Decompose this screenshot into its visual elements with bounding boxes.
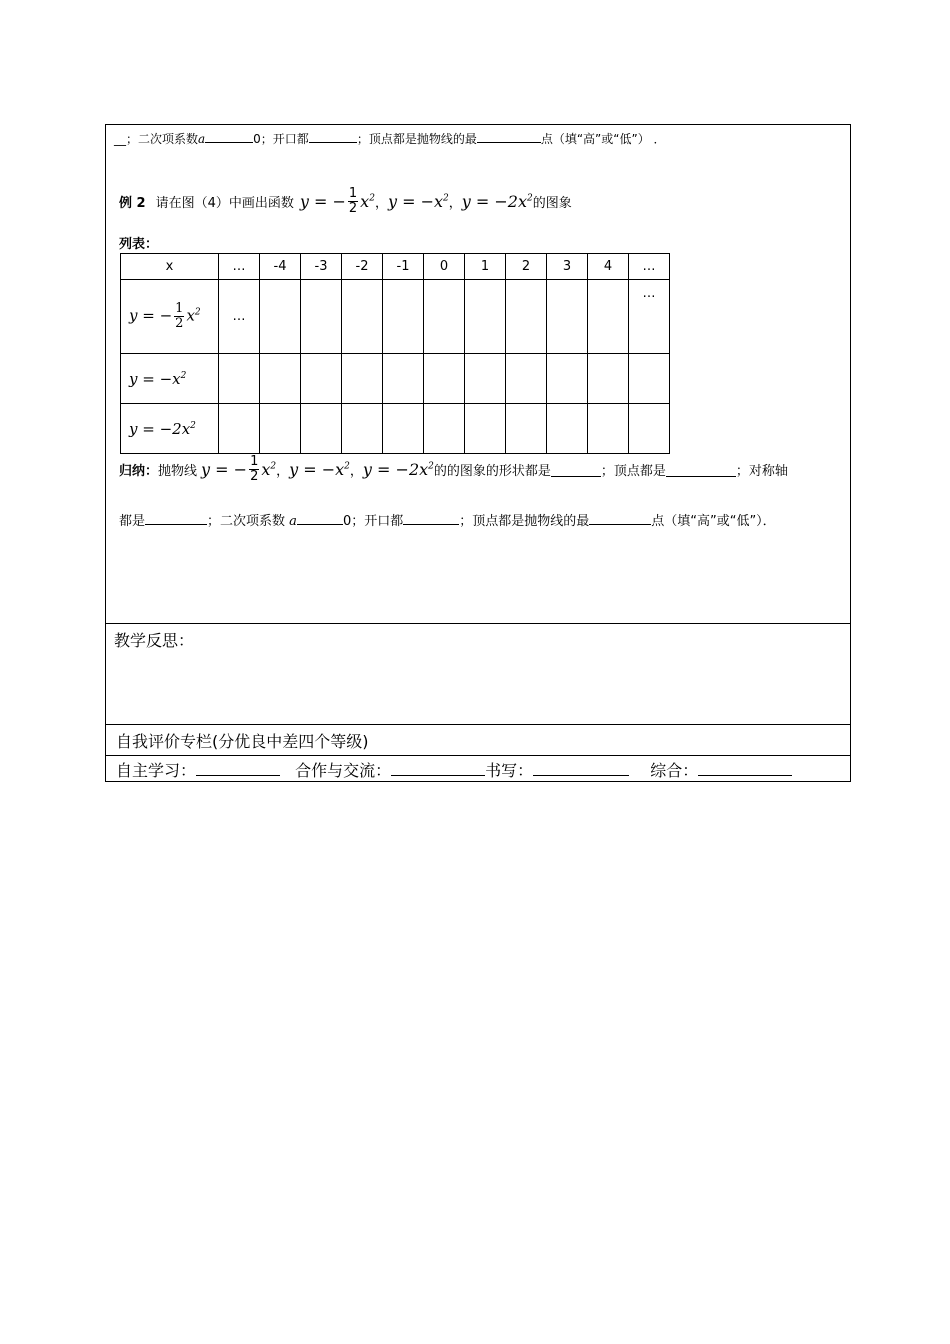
top-line-tail: 点（填“高”或“低”） ．	[540, 132, 666, 146]
table-cell[interactable]	[260, 280, 301, 354]
rating-self-study-blank[interactable]	[196, 761, 280, 776]
blank[interactable]	[309, 131, 357, 143]
blank[interactable]	[477, 131, 541, 143]
header-cell: …	[219, 254, 260, 280]
x-var: x	[261, 460, 271, 479]
rating-cooperation-label: 合作与交流：	[295, 761, 392, 780]
table-cell[interactable]	[588, 280, 629, 354]
rating-self-study-label: 自主学习：	[116, 761, 197, 780]
formula-1-x	[261, 460, 276, 479]
table-row	[121, 404, 670, 454]
separator: ，	[374, 196, 388, 211]
table-cell[interactable]	[547, 404, 588, 454]
content-section	[106, 125, 850, 624]
table-row	[121, 280, 670, 354]
top-line-lead: __；二次项系数	[114, 132, 199, 146]
header-cell: -4	[260, 254, 301, 280]
formula-2	[388, 192, 449, 211]
example-label: 例 2	[119, 196, 146, 211]
separator: ，	[448, 196, 462, 211]
table-cell[interactable]	[465, 404, 506, 454]
coef-a: a	[198, 132, 206, 146]
summary-line2-a: 都是	[119, 514, 146, 529]
header-cell: 4	[588, 254, 629, 280]
table-cell[interactable]	[301, 354, 342, 404]
table-cell[interactable]	[465, 280, 506, 354]
list-label: 列表：	[119, 237, 159, 252]
rating-overall-blank[interactable]	[698, 761, 792, 776]
formula-2-text: y = −x	[289, 460, 345, 479]
self-eval-section	[106, 725, 850, 756]
reflection-section	[106, 623, 850, 725]
exponent: 2	[428, 461, 434, 472]
fraction-den: 2	[348, 201, 358, 216]
table-cell[interactable]	[424, 280, 465, 354]
exponent: 2	[194, 307, 201, 318]
fn-text: y = −2x	[129, 419, 191, 438]
blank[interactable]	[589, 510, 651, 525]
worksheet-table	[105, 124, 851, 782]
header-cell: 1	[465, 254, 506, 280]
rating-writing-label: 书写：	[485, 761, 534, 780]
top-line	[114, 130, 666, 147]
exponent: 2	[344, 461, 350, 472]
table-cell[interactable]	[301, 280, 342, 354]
reflection-label: 教学反思：	[114, 631, 195, 650]
blank[interactable]	[205, 131, 253, 143]
exponent: 2	[443, 193, 449, 204]
table-cell[interactable]	[424, 354, 465, 404]
table-row	[121, 354, 670, 404]
header-cell: 3	[547, 254, 588, 280]
fraction-num: 1	[348, 186, 358, 201]
x-var: x	[360, 192, 370, 211]
fn-text: y = −x	[129, 369, 181, 388]
fraction-num: 1	[250, 454, 259, 469]
blank[interactable]	[666, 462, 736, 477]
header-cell: …	[629, 254, 670, 280]
row-function	[121, 280, 219, 354]
blank[interactable]	[297, 510, 343, 525]
example-text: 请在图（4）中画出函数	[155, 196, 294, 211]
formula-3-text: y = −2x	[362, 460, 429, 479]
example-tail: 的图象	[532, 196, 572, 211]
table-cell[interactable]	[588, 404, 629, 454]
table-cell[interactable]	[260, 404, 301, 454]
table-cell[interactable]	[342, 354, 383, 404]
table-cell[interactable]	[588, 354, 629, 404]
example-2	[119, 187, 572, 216]
separator: ，	[349, 464, 363, 479]
summary-line-2	[119, 510, 776, 529]
ratings-row	[116, 758, 792, 781]
self-eval-title: 自我评价专栏(分优良中差四个等级)	[116, 732, 369, 751]
blank[interactable]	[403, 510, 459, 525]
fraction-den: 2	[175, 316, 184, 331]
summary-text: 抛物线	[158, 464, 198, 479]
summary-label: 归纳：	[119, 464, 159, 479]
summary-mid3: ；对称轴	[735, 464, 788, 479]
header-cell: -2	[342, 254, 383, 280]
header-cell: x	[121, 254, 219, 280]
header-cell: 2	[506, 254, 547, 280]
table-cell[interactable]	[342, 404, 383, 454]
table-cell[interactable]	[547, 354, 588, 404]
fn-prefix: y = −	[129, 306, 173, 325]
formula-2	[289, 460, 350, 479]
table-cell[interactable]	[629, 404, 670, 454]
summary-line2-d: ；顶点都是抛物线的最	[459, 514, 590, 529]
table-cell[interactable]	[506, 404, 547, 454]
formula-3	[363, 460, 434, 479]
exponent: 2	[526, 193, 533, 204]
table-cell[interactable]: …	[629, 280, 670, 354]
ratings-section	[106, 756, 850, 782]
table-cell[interactable]	[424, 404, 465, 454]
blank[interactable]	[145, 510, 207, 525]
table-cell[interactable]	[219, 354, 260, 404]
formula-1-x	[360, 192, 375, 211]
table-cell[interactable]	[260, 354, 301, 404]
fraction	[348, 187, 358, 216]
row-function	[121, 354, 219, 404]
table-cell[interactable]	[629, 354, 670, 404]
rating-writing-blank[interactable]	[533, 761, 629, 776]
table-cell[interactable]	[301, 404, 342, 454]
exponent: 2	[369, 193, 375, 204]
formula-1-y: y = −	[201, 460, 248, 479]
summary-line2-b: ；二次项系数	[207, 514, 286, 529]
rating-cooperation-blank[interactable]	[391, 761, 485, 776]
fraction	[249, 455, 259, 484]
exponent: 2	[270, 461, 277, 472]
exponent: 2	[180, 370, 187, 381]
fraction-num: 1	[175, 301, 184, 316]
fraction-den: 2	[250, 469, 259, 484]
table-cell[interactable]	[383, 404, 424, 454]
separator: ，	[276, 464, 290, 479]
header-cell: -3	[301, 254, 342, 280]
table-cell[interactable]	[219, 404, 260, 454]
formula-1-y: y = −	[299, 192, 346, 211]
header-cell: 0	[424, 254, 465, 280]
summary-line2-e: 点（填“高”或“低”）．	[651, 514, 776, 529]
exponent: 2	[190, 420, 196, 431]
table-cell[interactable]	[342, 280, 383, 354]
summary-line2-c: 0；开口都	[342, 514, 404, 529]
top-line-mid2: ；顶点都是抛物线的最	[356, 132, 477, 146]
row-function	[121, 404, 219, 454]
blank[interactable]	[551, 462, 601, 477]
table-cell[interactable]	[506, 354, 547, 404]
rating-overall-label: 综合：	[650, 761, 699, 780]
formula-3-text: y = −2x	[461, 192, 527, 211]
value-table	[120, 253, 670, 454]
summary-line-1	[119, 455, 788, 484]
fraction	[174, 302, 184, 331]
table-cell[interactable]	[547, 280, 588, 354]
table-cell[interactable]	[383, 280, 424, 354]
top-line-mid1: 0；开口都	[253, 132, 309, 146]
x-var: x	[186, 306, 195, 325]
summary-mid2: ；顶点都是	[600, 464, 666, 479]
table-header-row	[121, 254, 670, 280]
table-cell[interactable]	[506, 280, 547, 354]
table-cell[interactable]: …	[219, 280, 260, 354]
summary-mid: 的的图象的形状都是	[433, 464, 551, 479]
formula-2-text: y = −x	[387, 192, 443, 211]
table-cell[interactable]	[465, 354, 506, 404]
table-cell[interactable]	[383, 354, 424, 404]
header-cell: -1	[383, 254, 424, 280]
coef-a: a	[289, 514, 297, 529]
formula-3	[462, 192, 533, 211]
